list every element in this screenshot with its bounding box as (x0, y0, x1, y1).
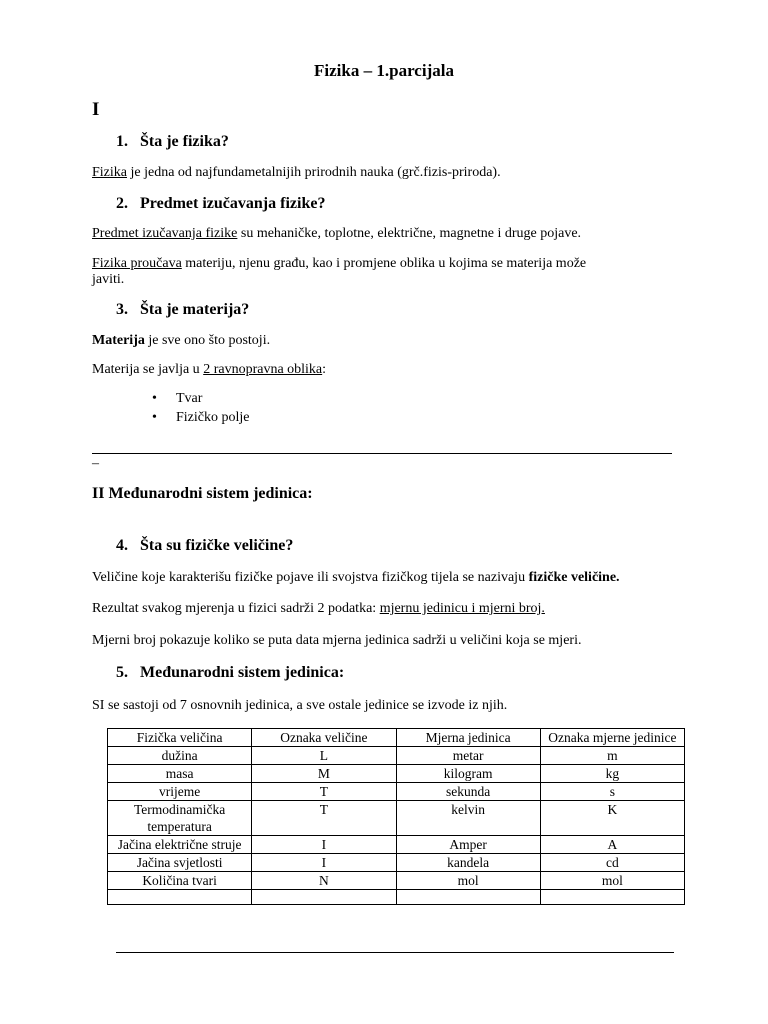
table-cell (540, 890, 684, 905)
list-item-text: Fizičko polje (176, 410, 250, 425)
bold-term: fizičke veličine. (528, 570, 620, 585)
list-item (152, 410, 250, 426)
section-two-heading: II Međunarodni sistem jedinica: (92, 485, 313, 502)
table-cell: mol (396, 872, 540, 890)
paragraph (92, 165, 501, 181)
paragraph-text: je sve ono što postoji. (144, 333, 271, 348)
underlined-term: mjernu jedinicu i mjerni broj. (379, 601, 545, 616)
table-cell (108, 890, 252, 905)
paragraph (92, 333, 270, 349)
table-row (108, 783, 685, 801)
table-cell: Amper (396, 836, 540, 854)
table-cell: Jačina svjetlosti (108, 854, 252, 872)
table-cell: vrijeme (108, 783, 252, 801)
table-row (108, 801, 685, 836)
document-title: Fizika – 1.parcijala (314, 61, 454, 80)
paragraph-text: materiju, njenu građu, kao i promjene oblika u kojima se materija može (181, 256, 587, 271)
table-cell: m (540, 747, 684, 765)
table-cell: mol (540, 872, 684, 890)
paragraph (92, 226, 581, 242)
table-cell (252, 890, 396, 905)
paragraph: Mjerni broj pokazuje koliko se puta data mjerna jedinica sadrži u veličini koja se mjeri. (92, 633, 582, 648)
question-number: 1. (116, 133, 128, 150)
paragraph-text: su mehaničke, toplotne, električne, magnetne i druge pojave. (237, 226, 582, 241)
question-text: Predmet izučavanja fizike? (140, 195, 326, 212)
bullet-icon: • (152, 391, 157, 406)
question-number: 4. (116, 537, 128, 554)
bold-term: Materija (92, 333, 145, 348)
horizontal-rule (92, 453, 672, 454)
paragraph (92, 601, 545, 617)
table-cell: s (540, 783, 684, 801)
question-heading (116, 301, 249, 319)
paragraph-text: Veličine koje karakterišu fizičke pojave ili svojstva fizičkog tijela se nazivaju (92, 570, 529, 585)
table-cell (396, 890, 540, 905)
table-cell: cd (540, 854, 684, 872)
dash-mark: – (92, 456, 99, 471)
table-header-cell: Oznaka veličine (252, 729, 396, 747)
table-cell: kandela (396, 854, 540, 872)
section-one-label: I (92, 99, 100, 120)
table-cell: M (252, 765, 396, 783)
question-heading (116, 664, 344, 682)
bullet-icon: • (152, 410, 157, 425)
table-cell: K (540, 801, 684, 836)
underlined-term: Fizika (92, 165, 127, 180)
table-header-cell: Fizička veličina (108, 729, 252, 747)
table-cell: Količina tvari (108, 872, 252, 890)
table-header-cell: Mjerna jedinica (396, 729, 540, 747)
paragraph (92, 570, 620, 586)
table-cell: kg (540, 765, 684, 783)
question-number: 3. (116, 301, 128, 318)
question-text: Međunarodni sistem jedinica: (140, 664, 345, 681)
table-cell: dužina (108, 747, 252, 765)
question-text: Šta je materija? (140, 301, 250, 318)
table-cell: Jačina električne struje (108, 836, 252, 854)
table-row (108, 836, 685, 854)
table-cell: metar (396, 747, 540, 765)
list-item (152, 391, 202, 407)
table-cell: L (252, 747, 396, 765)
paragraph-text: : (322, 362, 327, 377)
paragraph: SI se sastoji od 7 osnovnih jedinica, a sve ostale jedinice se izvode iz njih. (92, 698, 508, 713)
table-cell: I (252, 854, 396, 872)
table-header-cell: Oznaka mjerne jedinice (540, 729, 684, 747)
paragraph (92, 256, 586, 272)
table-row (108, 872, 685, 890)
table-row (108, 765, 685, 783)
paragraph-continuation: javiti. (92, 272, 125, 287)
table-empty-row (108, 890, 685, 905)
question-text: Šta su fizičke veličine? (140, 537, 294, 554)
paragraph (92, 362, 326, 378)
table-cell: sekunda (396, 783, 540, 801)
table-header-row (108, 729, 685, 747)
question-text: Šta je fizika? (140, 133, 229, 150)
table-cell: Termodinamička temperatura (108, 801, 252, 836)
table-cell: I (252, 836, 396, 854)
underlined-term: Predmet izučavanja fizike (92, 226, 238, 241)
question-heading (116, 195, 325, 213)
table-cell: T (252, 783, 396, 801)
paragraph-text: je jedna od najfundametalnijih prirodnih nauka (grč.fizis-priroda). (127, 165, 501, 180)
table-cell: masa (108, 765, 252, 783)
horizontal-rule (116, 952, 674, 953)
paragraph-text: Rezultat svakog mjerenja u fizici sadrži 2 podatka: (92, 601, 380, 616)
question-heading (116, 133, 229, 151)
question-heading (116, 537, 293, 555)
table-cell: kilogram (396, 765, 540, 783)
question-number: 2. (116, 195, 128, 212)
table-cell: N (252, 872, 396, 890)
table-row (108, 747, 685, 765)
table-row (108, 854, 685, 872)
table-cell: kelvin (396, 801, 540, 836)
list-item-text: Tvar (176, 391, 203, 406)
question-number: 5. (116, 664, 128, 681)
si-units-table (107, 728, 685, 905)
underlined-term: Fizika proučava (92, 256, 182, 271)
paragraph-text: Materija se javlja u (92, 362, 204, 377)
table-cell: T (252, 801, 396, 836)
underlined-term: 2 ravnopravna oblika (203, 362, 323, 377)
table-cell: A (540, 836, 684, 854)
